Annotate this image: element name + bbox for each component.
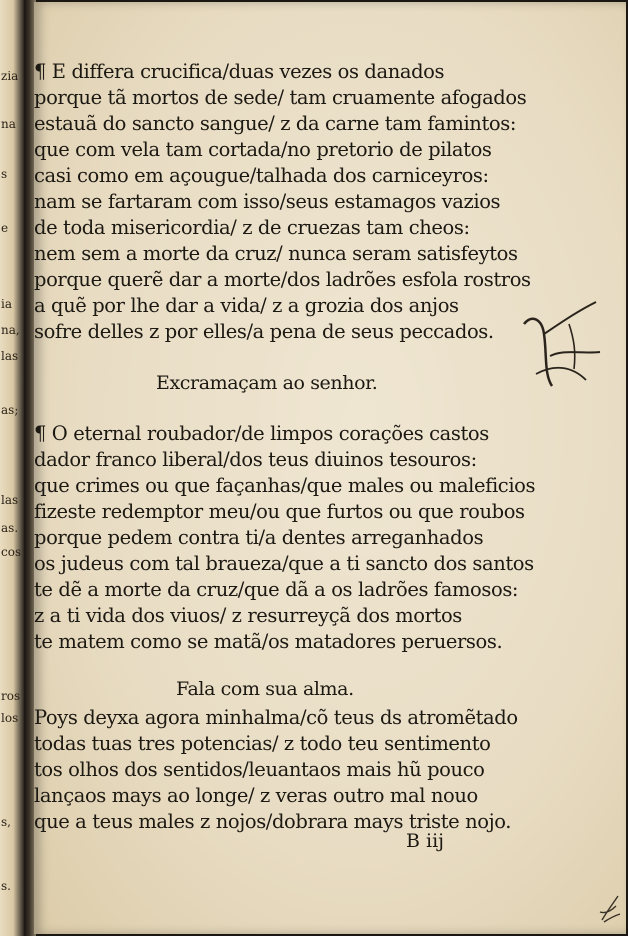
verse-line: que crimes ou que façanhas/que males ou maleficios — [34, 474, 536, 497]
signature-mark: B iij — [406, 830, 445, 852]
verse-line: Poys deyxa agora minhalma/cõ teus ds atromẽtado — [34, 706, 518, 729]
verse-line: todas tuas tres potencias/ z todo teu sentimento — [34, 732, 491, 755]
verse-line: ¶ E differa crucifica/duas vezes os danados — [34, 60, 445, 83]
verse-line: lançaos mays ao longe/ z veras outro mal nouo — [34, 784, 478, 807]
verse-line: porque querẽ dar a morte/dos ladrões esfola rostros — [34, 268, 531, 291]
verse-line: os judeus com tal braueza/que a ti sancto dos santos — [34, 552, 534, 575]
verse-line: sofre delles z por elles/a pena de seus peccados. — [34, 320, 494, 343]
corner-annotation-icon — [594, 892, 624, 926]
facing-fragment: los — [1, 711, 19, 725]
verse-line: estauã do sancto sangue/ z da carne tam famintos: — [34, 112, 517, 135]
verse-line: tos olhos dos sentidos/leuantaos mais hũ pouco — [34, 758, 485, 781]
verse-line: nam se fartaram com isso/seus estamagos vazios — [34, 190, 501, 213]
facing-fragment: e — [1, 221, 9, 235]
verse-line: casi como em açougue/talhada dos carniceyros: — [34, 164, 489, 187]
verse-line: que a teus males z nojos/dobrara mays triste nojo. — [34, 810, 512, 833]
facing-fragment: na, — [1, 323, 20, 337]
verse-line: porque tã mortos de sede/ tam cruamente afogados — [34, 86, 527, 109]
facing-fragment: ros — [1, 689, 21, 703]
facing-fragment: s — [1, 167, 8, 181]
facing-fragment: s. — [1, 879, 11, 893]
facing-fragment: ia — [1, 297, 12, 311]
verse-line: fizeste redemptor meu/ou que furtos ou que roubos — [34, 500, 525, 523]
facing-fragment: na — [1, 117, 16, 131]
verse-line: nem sem a morte da cruz/ nunca seram satisfeytos — [34, 242, 518, 265]
verse-line: ¶ O eternal roubador/de limpos corações castos — [34, 422, 489, 445]
section-heading: Excramaçam ao senhor. — [156, 372, 378, 394]
facing-fragment: cos — [1, 545, 22, 559]
facing-fragment: las — [1, 493, 19, 507]
section-heading: Fala com sua alma. — [176, 678, 354, 700]
marginal-annotation-icon — [514, 294, 604, 394]
facing-page-edge — [0, 0, 24, 936]
facing-fragment: as; — [1, 403, 19, 417]
page — [34, 2, 626, 934]
facing-fragment: zia — [1, 69, 19, 83]
verse-line: te matem como se matã/os matadores peruersos. — [34, 630, 503, 653]
facing-fragment: las — [1, 349, 19, 363]
verse-line: de toda misericordia/ z de cruezas tam cheos: — [34, 216, 470, 239]
verse-line: z a ti vida dos viuos/ z resurreyçã dos mortos — [34, 604, 462, 627]
verse-line: porque pedem contra ti/a dentes arreganhados — [34, 526, 484, 549]
facing-fragment: as. — [1, 521, 19, 535]
verse-line: que com vela tam cortada/no pretorio de pilatos — [34, 138, 492, 161]
verse-line: dador franco liberal/dos teus diuinos tesouros: — [34, 448, 477, 471]
verse-line: a quẽ por lhe dar a vida/ z a grozia dos anjos — [34, 294, 459, 317]
verse-line: te dẽ a morte da cruz/que dã a os ladrões famosos: — [34, 578, 519, 601]
facing-fragment: s, — [1, 815, 11, 829]
